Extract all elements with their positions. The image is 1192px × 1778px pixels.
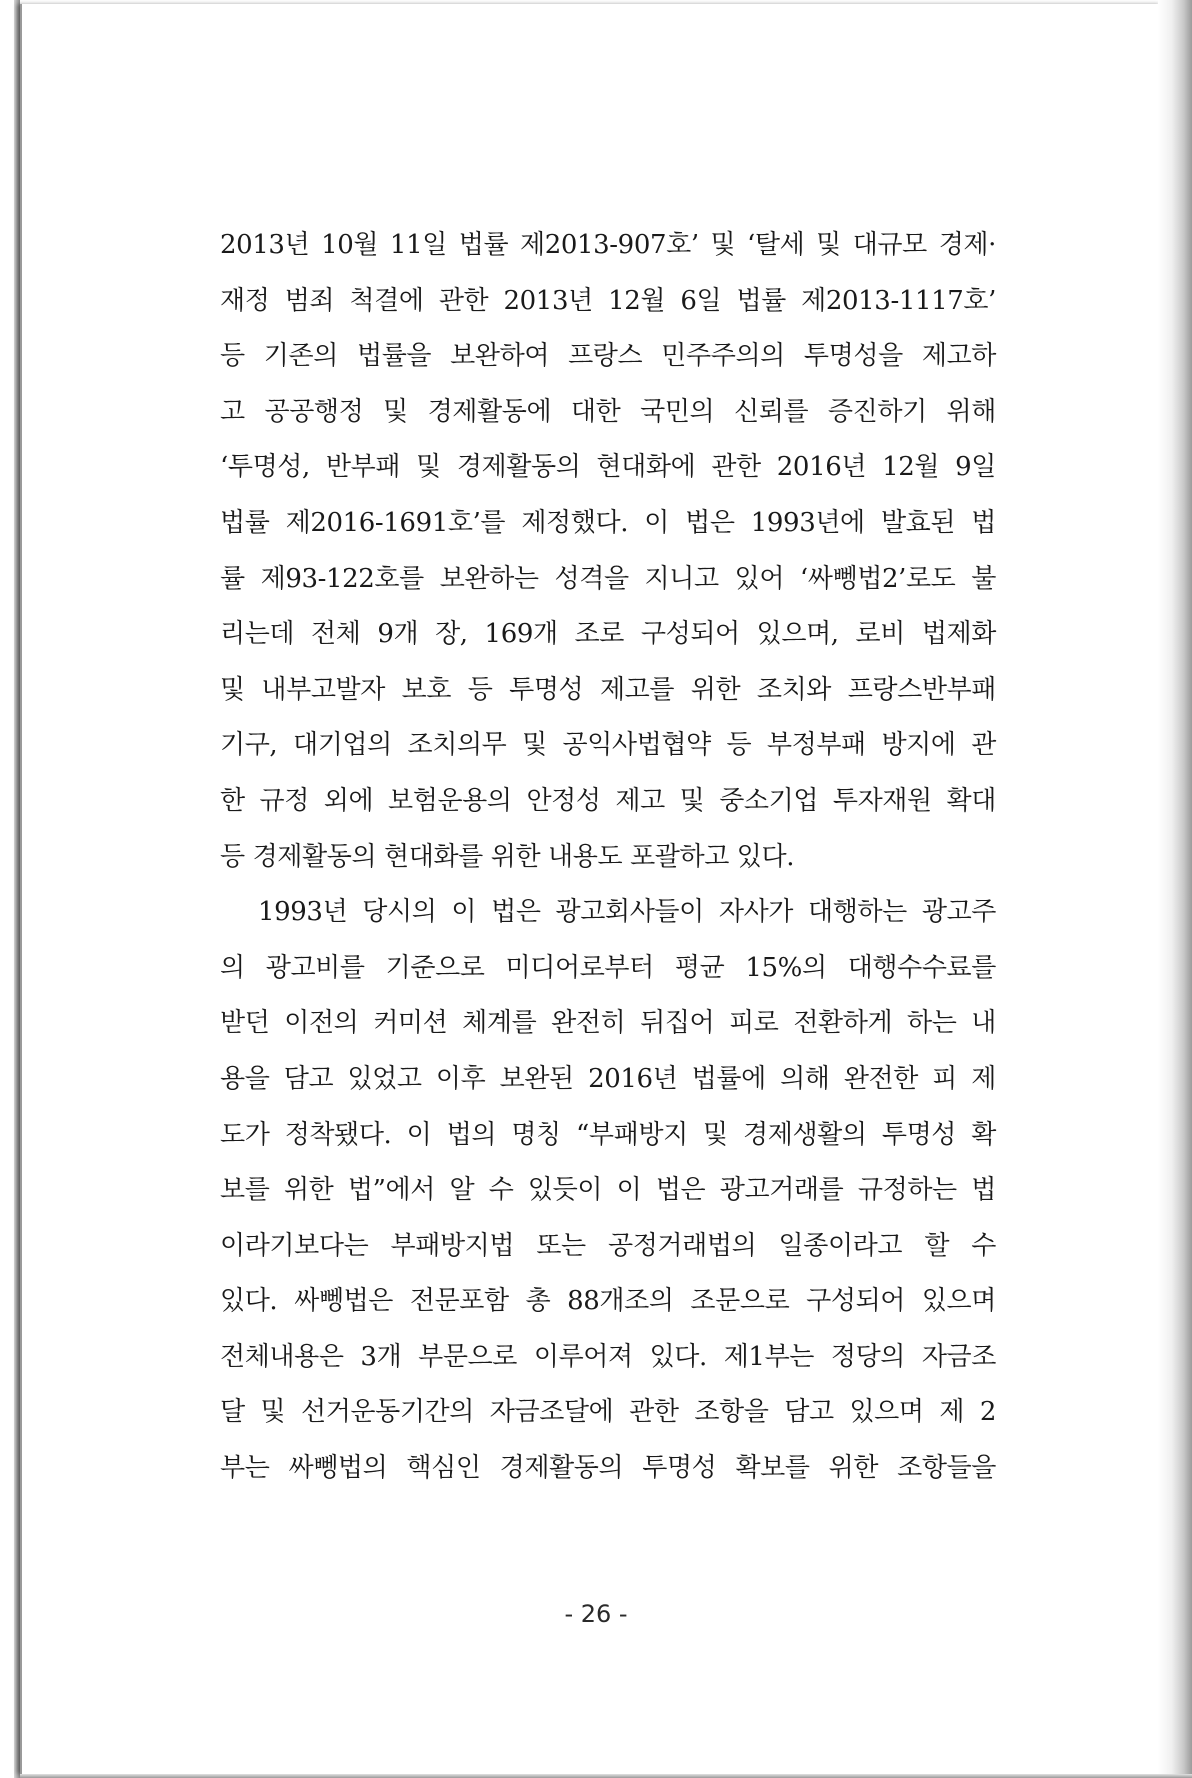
text-line: 재정 범죄 척결에 관한 2013년 12월 6일 법률 제2013-1117호’ [220,285,996,316]
text-line: 리는데 전체 9개 장, 169개 조로 구성되어 있으며, 로비 법제화 [220,619,996,650]
text-line: 고 공공행정 및 경제활동에 대한 국민의 신뢰를 증진하기 위해 [220,396,996,427]
text-line: 보를 위한 법”에서 알 수 있듯이 이 법은 광고거래를 규정하는 법 [220,1175,996,1206]
text-line: 법률 제2016-1691호’를 제정했다. 이 법은 1993년에 발효된 법 [220,507,996,538]
body-text [220,218,996,1497]
paragraph-2 [220,885,996,1497]
text-line: 한 규정 외에 보험운용의 안정성 제고 및 중소기업 투자재원 확대 [220,785,996,816]
text-line: 률 제93-122호를 보완하는 성격을 지니고 있어 ‘싸뼁법2’로도 불 [220,563,996,594]
page-curl-edge [1158,0,1192,1778]
text-line: 기구, 대기업의 조치의무 및 공익사법협약 등 부정부패 방지에 관 [220,730,996,761]
text-line: 및 내부고발자 보호 등 투명성 제고를 위한 조치와 프랑스반부패 [220,674,996,705]
text-line: ‘투명성, 반부패 및 경제활동의 현대화에 관한 2016년 12월 9일 [220,452,996,483]
text-line: 등 경제활동의 현대화를 위한 내용도 포괄하고 있다. [220,841,795,872]
paragraph-1 [220,218,996,885]
text-line: 있다. 싸뼁법은 전문포함 총 88개조의 조문으로 구성되어 있으며 [220,1286,996,1317]
text-line: 1993년 당시의 이 법은 광고회사들이 자사가 대행하는 광고주 [258,897,996,928]
text-line: 부는 싸뼁법의 핵심인 경제활동의 투명성 확보를 위한 조항들을 [220,1453,996,1484]
page-number: - 26 - [564,1600,628,1628]
text-line: 2013년 10월 11일 법률 제2013-907호’ 및 ‘탈세 및 대규모 경제· [220,230,996,260]
text-line: 용을 담고 있었고 이후 보완된 2016년 법률에 의해 완전한 피 제 [220,1063,996,1094]
text-line: 의 광고비를 기준으로 미디어로부터 평균 15%의 대행수수료를 [220,952,996,983]
text-line: 등 기존의 법률을 보완하여 프랑스 민주주의의 투명성을 제고하 [220,341,996,372]
text-line: 받던 이전의 커미션 체계를 완전히 뒤집어 피로 전환하게 하는 내 [220,1008,996,1039]
text-line: 달 및 선거운동기간의 자금조달에 관한 조항을 담고 있으며 제 2 [220,1397,996,1428]
page-bottom-edge [20,1774,1192,1778]
text-line: 도가 정착됐다. 이 법의 명칭 “부패방지 및 경제생활의 투명성 확 [220,1119,996,1150]
text-line: 이라기보다는 부패방지법 또는 공정거래법의 일종이라고 할 수 [220,1230,996,1261]
text-line: 전체내용은 3개 부문으로 이루어져 있다. 제1부는 정당의 자금조 [220,1341,996,1372]
